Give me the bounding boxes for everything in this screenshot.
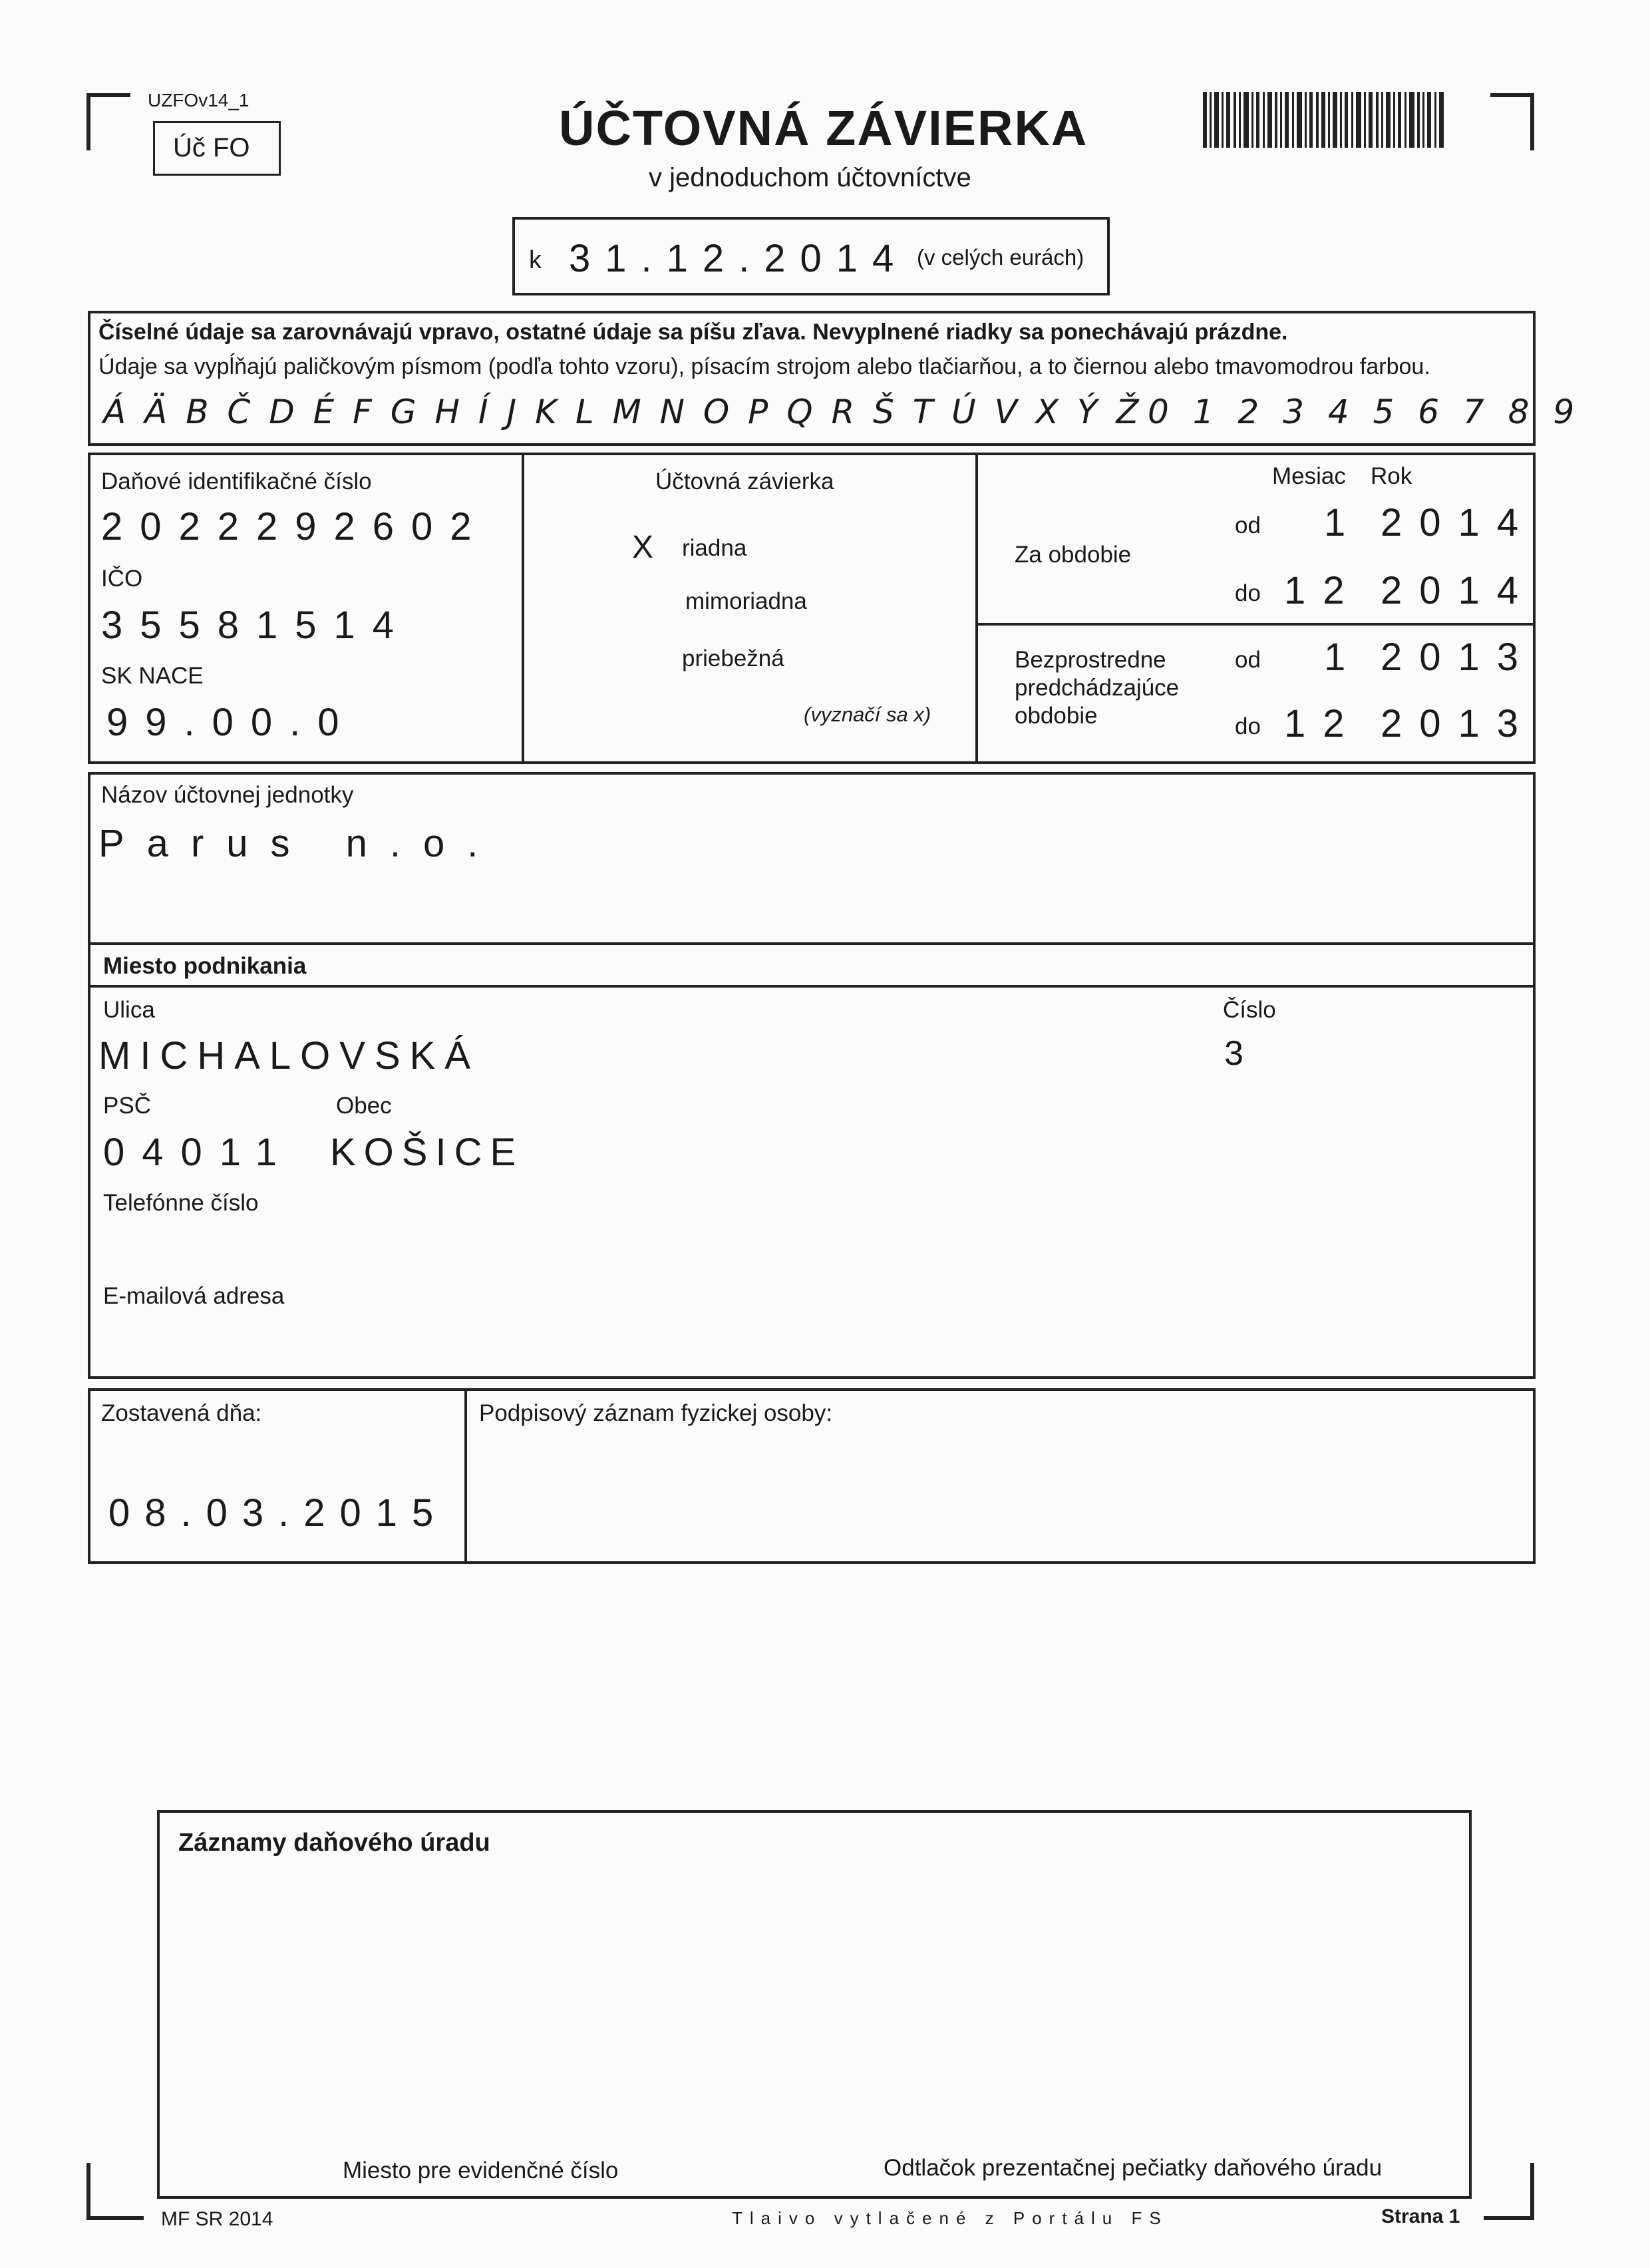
footer-center: Tlaivo vytlačené z Portálu FS — [732, 2208, 1168, 2228]
corner-mark-top-right — [1490, 93, 1534, 150]
previous-period-label-1: Bezprostredne — [1015, 647, 1166, 673]
current-to-month[interactable]: 12 — [1284, 569, 1362, 612]
current-to-year[interactable]: 2014 — [1381, 569, 1536, 612]
barcode — [1203, 92, 1444, 148]
city-label: Obec — [336, 1093, 392, 1119]
city-value[interactable]: KOŠICE — [330, 1131, 524, 1174]
dic-label: Daňové identifikačné číslo — [101, 469, 372, 494]
phone-label: Telefónne číslo — [103, 1190, 259, 1216]
current-to-label: do — [1235, 580, 1261, 606]
number-label: Číslo — [1223, 997, 1276, 1023]
divider-id-type — [522, 454, 524, 763]
form-type: Úč FO — [173, 133, 250, 162]
current-from-year[interactable]: 2014 — [1381, 501, 1536, 544]
current-from-label: od — [1235, 512, 1261, 538]
corner-mark-top-left — [86, 93, 130, 150]
sample-letters: Á Ä B Č D É F G H Í J K L M N O P Q R Š T Ú V X Ý Ž — [103, 393, 1143, 431]
footer-right: Strana 1 — [1381, 2205, 1460, 2227]
street-label: Ulica — [103, 997, 155, 1023]
entity-name-label: Názov účtovnej jednotky — [101, 782, 354, 808]
business-place-label: Miesto podnikania — [103, 953, 307, 979]
page-title: ÚČTOVNÁ ZÁVIERKA — [559, 100, 1088, 156]
option-priebezna[interactable]: priebežná — [682, 646, 784, 671]
nace-label: SK NACE — [101, 663, 204, 689]
previous-from-month[interactable]: 1 — [1324, 636, 1363, 679]
option-mimoriadna[interactable]: mimoriadna — [685, 588, 807, 614]
divider-type-period — [975, 454, 978, 763]
footer-left: MF SR 2014 — [161, 2208, 273, 2230]
instructions-line1: Číselné údaje sa zarovnávajú vpravo, ostatné údaje sa píšu zľava. Nevyplnené riadky sa ponechávajú prázdne. — [98, 319, 1288, 345]
option-riadna[interactable]: riadna — [682, 535, 747, 561]
previous-period-label-3: obdobie — [1015, 703, 1098, 729]
stamp-label: Odtlačok prezentačnej pečiatky daňového úradu — [884, 2155, 1383, 2181]
previous-to-year[interactable]: 2013 — [1381, 702, 1536, 745]
previous-from-label: od — [1235, 647, 1261, 673]
compiled-date-label: Zostavená dňa: — [101, 1400, 262, 1426]
divider-period-rows — [977, 623, 1534, 626]
page-subtitle: v jednoduchom účtovníctve — [649, 163, 971, 192]
previous-to-label: do — [1235, 713, 1261, 739]
psc-value[interactable]: 04011 — [103, 1131, 294, 1174]
form-code: UZFOv14_1 — [148, 90, 249, 110]
statement-type-label: Účtovná závierka — [655, 469, 834, 494]
signature-label: Podpisový záznam fyzickej osoby: — [479, 1400, 833, 1426]
number-value[interactable]: 3 — [1224, 1034, 1261, 1073]
street-value[interactable]: MICHALOVSKÁ — [98, 1034, 480, 1077]
previous-to-month[interactable]: 12 — [1284, 702, 1362, 745]
statement-type-note: (vyznačí sa x) — [804, 703, 931, 726]
date-value[interactable]: 31.12.2014 — [569, 237, 909, 280]
ico-value[interactable]: 35581514 — [101, 604, 412, 647]
current-from-month[interactable]: 1 — [1324, 501, 1363, 544]
previous-period-label-2: predchádzajúce — [1015, 675, 1180, 701]
tax-office-box — [157, 1810, 1472, 2199]
date-note: (v celých eurách) — [917, 245, 1084, 270]
divider-place-header — [89, 985, 1534, 988]
corner-mark-bottom-right — [1484, 2163, 1534, 2220]
sample-digits: 0 1 2 3 4 5 6 7 8 9 — [1148, 393, 1581, 431]
divider-date-sign — [464, 1390, 467, 1563]
date-prefix: k — [529, 246, 542, 274]
statement-type-mark[interactable]: X — [632, 530, 654, 565]
evidence-number-label: Miesto pre evidenčné číslo — [343, 2158, 619, 2183]
ico-label: IČO — [101, 566, 143, 592]
current-period-label: Za obdobie — [1015, 542, 1132, 568]
dic-value[interactable]: 2022292602 — [101, 505, 489, 548]
divider-name-place — [89, 942, 1534, 945]
year-label: Rok — [1371, 463, 1412, 489]
email-label: E-mailová adresa — [103, 1283, 285, 1309]
month-label: Mesiac — [1272, 463, 1346, 489]
entity-name-value[interactable]: Parus n.o. — [98, 822, 501, 865]
psc-label: PSČ — [103, 1093, 151, 1119]
previous-from-year[interactable]: 2013 — [1381, 636, 1536, 679]
tax-office-title: Záznamy daňového úradu — [178, 1829, 490, 1857]
compiled-date-value[interactable]: 08.03.2015 — [108, 1491, 448, 1535]
corner-mark-bottom-left — [86, 2163, 144, 2220]
nace-value[interactable]: 99.00.0 — [106, 701, 357, 744]
instructions-line2: Údaje sa vypĺňajú paličkovým písmom (podľa tohto vzoru), písacím strojom alebo tlačiarňou, a to čiernou alebo tmavomodrou farbou. — [98, 354, 1430, 379]
